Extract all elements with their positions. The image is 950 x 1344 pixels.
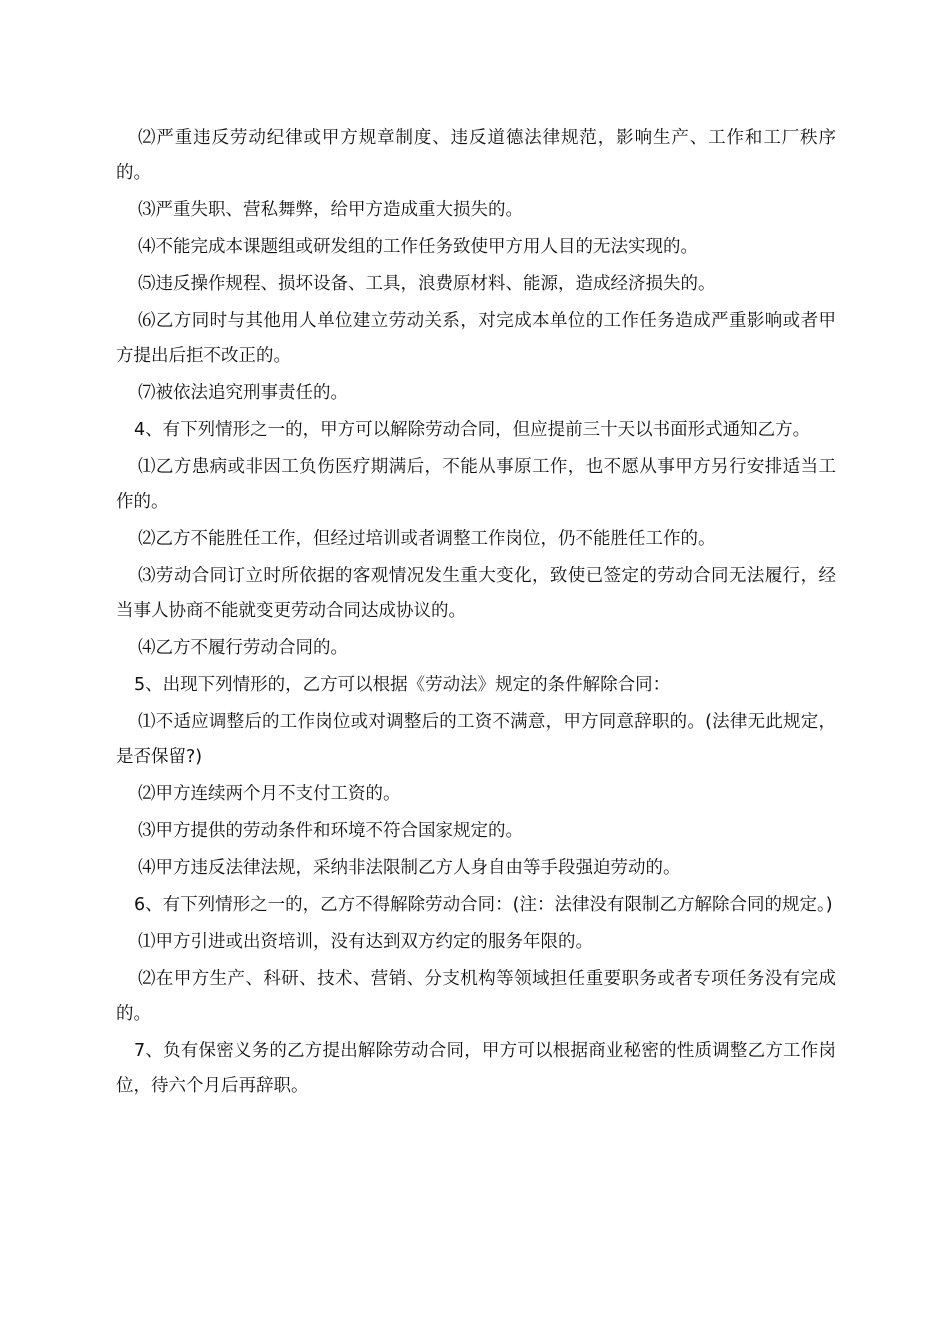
clause-paragraph: ⑴不适应调整后的工作岗位或对调整后的工资不满意，甲方同意辞职的。(法律无此规定，是否保留?) <box>116 712 836 767</box>
clause-paragraph: ⑸违反操作规程、损坏设备、工具，浪费原材料、能源，造成经济损失的。 <box>138 274 716 294</box>
clause-paragraph: ⑷甲方违反法律法规，采纳非法限制乙方人身自由等手段强迫劳动的。 <box>138 858 681 878</box>
clause-paragraph: ⑺被依法追究刑事责任的。 <box>138 383 348 403</box>
clause-paragraph: ⑵乙方不能胜任工作，但经过培训或者调整工作岗位，仍不能胜任工作的。 <box>138 529 716 549</box>
section-paragraph: 5、出现下列情形的，乙方可以根据《劳动法》规定的条件解除合同： <box>134 675 671 695</box>
clause-paragraph: ⑶严重失职、营私舞弊，给甲方造成重大损失的。 <box>138 200 523 220</box>
section-paragraph: 4、有下列情形之一的，甲方可以解除劳动合同，但应提前三十天以书面形式通知乙方。 <box>134 420 811 440</box>
clause-paragraph: ⑵严重违反劳动纪律或甲方规章制度、违反道德法律规范，影响生产、工作和工厂秩序的。 <box>116 128 836 183</box>
clause-paragraph: ⑵在甲方生产、科研、技术、营销、分支机构等领域担任重要职务或者专项任务没有完成的。 <box>116 969 836 1024</box>
clause-paragraph: ⑴乙方患病或非因工负伤医疗期满后，不能从事原工作，也不愿从事甲方另行安排适当工作的。 <box>116 457 836 512</box>
section-paragraph: 7、负有保密义务的乙方提出解除劳动合同，甲方可以根据商业秘密的性质调整乙方工作岗位，待六个月后再辞职。 <box>116 1041 836 1096</box>
clause-paragraph: ⑹乙方同时与其他用人单位建立劳动关系，对完成本单位的工作任务造成严重影响或者甲方提出后拒不改正的。 <box>116 311 836 366</box>
clause-paragraph: ⑶劳动合同订立时所依据的客观情况发生重大变化，致使已签定的劳动合同无法履行，经当事人协商不能就变更劳动合同达成协议的。 <box>116 566 836 621</box>
section-paragraph: 6、有下列情形之一的，乙方不得解除劳动合同：(注：法律没有限制乙方解除合同的规定。) <box>134 895 833 915</box>
clause-paragraph: ⑷乙方不履行劳动合同的。 <box>138 638 348 658</box>
clause-paragraph: ⑴甲方引进或出资培训，没有达到双方约定的服务年限的。 <box>138 932 593 952</box>
clause-paragraph: ⑷不能完成本课题组或研发组的工作任务致使甲方用人目的无法实现的。 <box>138 237 698 257</box>
document-body <box>116 121 836 1106</box>
clause-paragraph: ⑶甲方提供的劳动条件和环境不符合国家规定的。 <box>138 821 523 841</box>
clause-paragraph: ⑵甲方连续两个月不支付工资的。 <box>138 784 401 804</box>
